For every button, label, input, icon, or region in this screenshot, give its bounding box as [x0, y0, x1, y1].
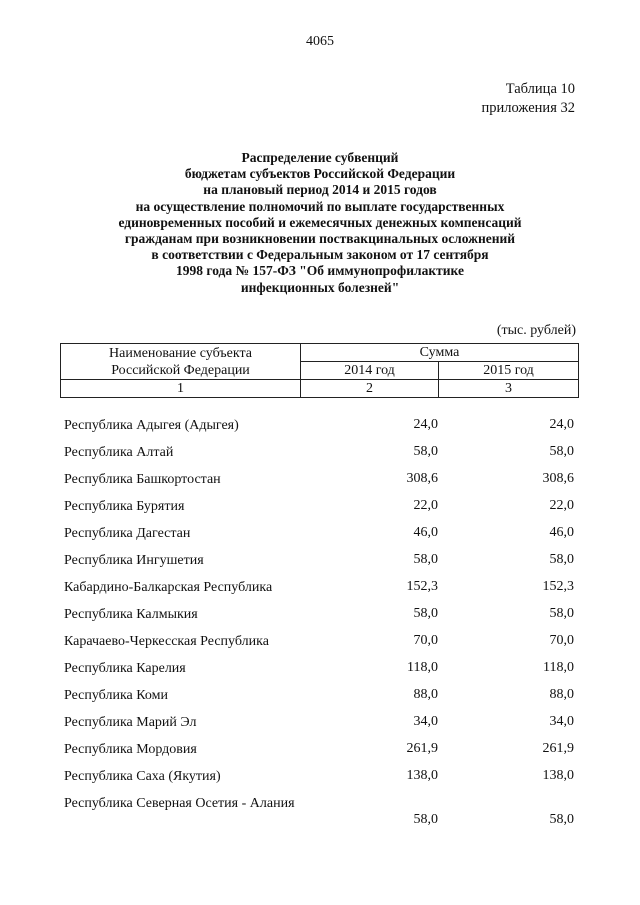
title-line: 1998 года № 157-ФЗ "Об иммунопрофилактике [176, 263, 464, 279]
value-2015: 58,0 [549, 812, 574, 827]
header-year-2015: 2015 год [439, 362, 579, 380]
table-row [64, 765, 576, 792]
title-line: на плановый период 2014 и 2015 годов [203, 182, 437, 198]
region-name: Республика Дагестан [64, 526, 191, 541]
region-name: Республика Башкортостан [64, 472, 221, 487]
value-2014: 118,0 [407, 660, 438, 675]
region-name: Республика Бурятия [64, 499, 185, 514]
table-row [64, 657, 576, 684]
title-line: инфекционных болезней" [240, 279, 400, 295]
header-col-number-1: 1 [61, 380, 301, 398]
value-2015: 138,0 [542, 768, 574, 783]
title-line: единовременных пособий и ежемесячных денежных компенсаций [118, 214, 522, 230]
table-row [64, 522, 576, 549]
title-line: гражданам при возникновении поствакцинальных осложнений [124, 231, 516, 247]
region-name: Республика Коми [64, 688, 168, 703]
value-2015: 118,0 [543, 660, 574, 675]
value-2014: 24,0 [413, 417, 438, 432]
table-row [64, 576, 576, 603]
header-sum-cell: Сумма [301, 344, 579, 362]
table-row [64, 495, 576, 522]
value-2015: 24,0 [549, 417, 574, 432]
region-name: Республика Мордовия [64, 742, 197, 757]
value-2015: 261,9 [542, 741, 574, 756]
table-row [64, 630, 576, 657]
table-row [64, 738, 576, 765]
value-2014: 138,0 [406, 768, 438, 783]
header-name-line2: Российской Федерации [111, 363, 250, 378]
table-reference-line2: приложения 32 [481, 100, 575, 116]
value-2014: 152,3 [406, 579, 438, 594]
value-2014: 34,0 [413, 714, 438, 729]
header-col-number-3: 3 [439, 380, 579, 398]
region-name: Республика Ингушетия [64, 553, 204, 568]
title-line: на осуществление полномочий по выплате государственных [135, 198, 505, 214]
table-row [64, 441, 576, 468]
region-name: Республика Калмыкия [64, 607, 198, 622]
value-2015: 46,0 [549, 525, 574, 540]
header-name-cell [61, 344, 301, 380]
value-2014: 70,0 [413, 633, 438, 648]
value-2015: 58,0 [549, 444, 574, 459]
header-name-line1: Наименование субъекта [109, 346, 252, 361]
table-body [64, 414, 576, 830]
units-label: (тыс. рублей) [496, 323, 576, 338]
value-2014: 58,0 [413, 812, 438, 827]
value-2014: 46,0 [413, 525, 438, 540]
table-row [64, 549, 576, 576]
document-title [60, 150, 580, 296]
value-2014: 58,0 [413, 606, 438, 621]
title-line: Распределение субвенций [241, 150, 399, 165]
value-2014: 261,9 [406, 741, 438, 756]
value-2015: 58,0 [549, 552, 574, 567]
table-reference-line1: Таблица 10 [505, 81, 575, 97]
region-name: Карачаево-Черкесская Республика [64, 634, 269, 649]
value-2015: 152,3 [542, 579, 574, 594]
value-2014: 58,0 [413, 444, 438, 459]
region-name: Республика Алтай [64, 445, 174, 460]
value-2015: 88,0 [549, 687, 574, 702]
value-2014: 58,0 [413, 552, 438, 567]
value-2015: 308,6 [542, 471, 574, 486]
table-row [64, 684, 576, 711]
region-name: Республика Адыгея (Адыгея) [64, 418, 239, 433]
value-2015: 70,0 [549, 633, 574, 648]
region-name: Республика Саха (Якутия) [64, 769, 221, 784]
table-row [64, 711, 576, 738]
title-line: бюджетам субъектов Российской Федерации [184, 166, 456, 182]
value-2015: 34,0 [549, 714, 574, 729]
region-name: Республика Северная Осетия - Алания [64, 796, 295, 811]
table-reference [482, 80, 575, 118]
value-2014: 22,0 [413, 498, 438, 513]
region-name: Республика Карелия [64, 661, 186, 676]
title-line: в соответствии с Федеральным законом от 17 сентября [151, 247, 489, 263]
header-col-number-2: 2 [301, 380, 439, 398]
header-year-2014: 2014 год [301, 362, 439, 380]
page-number: 4065 [306, 34, 334, 49]
table-row [64, 414, 576, 441]
table-row [64, 792, 576, 830]
table-header [60, 343, 579, 398]
table-row [64, 603, 576, 630]
region-name: Кабардино-Балкарская Республика [64, 580, 273, 595]
value-2014: 88,0 [413, 687, 438, 702]
value-2015: 58,0 [549, 606, 574, 621]
table-row [64, 468, 576, 495]
value-2015: 22,0 [549, 498, 574, 513]
region-name: Республика Марий Эл [64, 715, 197, 730]
value-2014: 308,6 [406, 471, 438, 486]
